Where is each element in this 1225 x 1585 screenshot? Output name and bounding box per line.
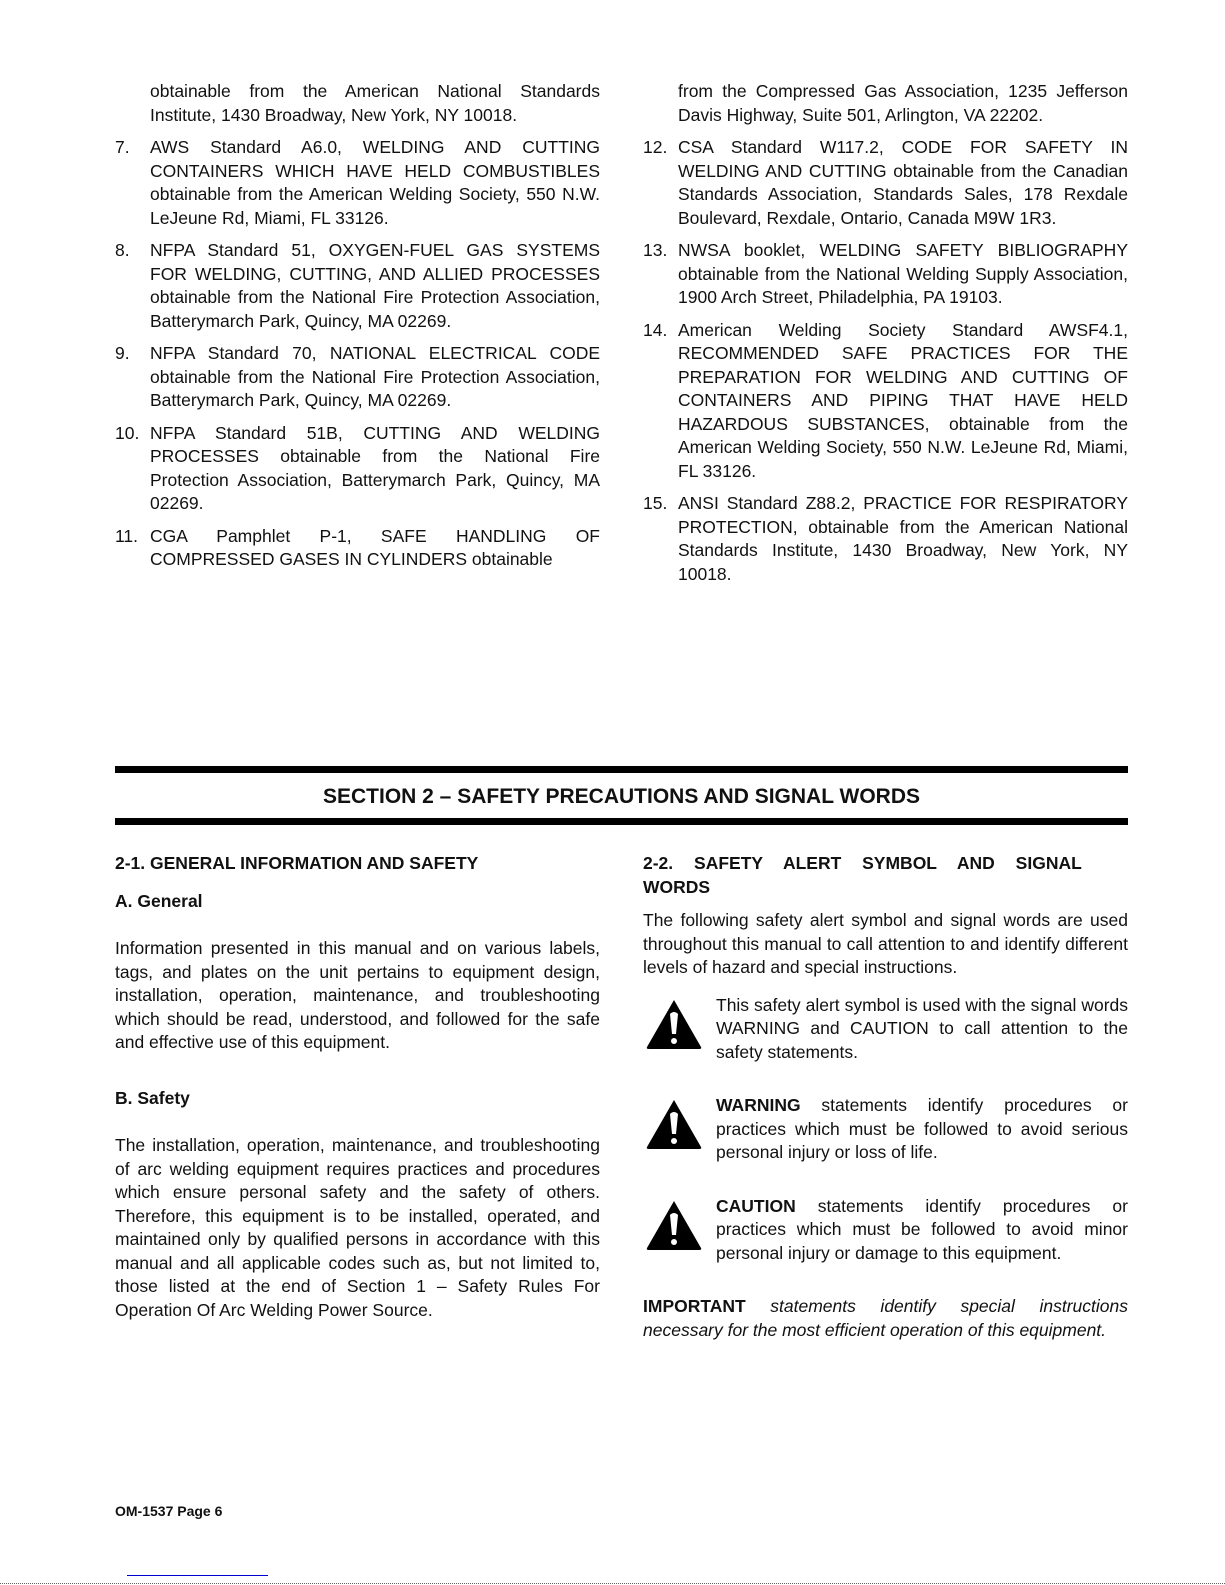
reference-item	[643, 319, 1128, 484]
section-rule-top	[115, 766, 1128, 773]
section-rule-bottom	[115, 818, 1128, 825]
safety-paragraph: The installation, operation, maintenance, and troubleshooting of arc welding equipment requires practices and procedures which ensure personal safety and the safety of others. Therefore, this equipment is to be installed, operated, and maintained only by qualified persons in accordance with this manual and all applicable codes such as, but not limited to, those listed at the end of Section 1 – Safety Rules For Operation Of Arc Welding Power Source.	[115, 1135, 600, 1320]
section-title: SECTION 2 – SAFETY PRECAUTIONS AND SIGNAL WORDS	[322, 785, 920, 808]
heading-safety-alert-symbol: 2-2. SAFETY ALERT SYMBOL AND SIGNAL WORDS	[643, 853, 1082, 897]
reference-item	[115, 136, 600, 230]
caution-note	[643, 1195, 1128, 1266]
caution-word: CAUTION	[716, 1195, 796, 1216]
warning-note	[643, 1094, 1128, 1165]
reference-number: 9.	[115, 343, 130, 363]
reference-text: AWS Standard A6.0, WELDING AND CUTTING CONTAINERS WHICH HAVE HELD COMBUSTIBLES obtainable from the American Welding Society, 550 N.W. LeJeune Rd, Miami, FL 33126.	[150, 137, 600, 228]
warning-word: WARNING	[716, 1095, 801, 1115]
reference-item	[115, 525, 600, 572]
reference-text: CGA Pamphlet P-1, SAFE HANDLING OF COMPRESSED GASES IN CYLINDERS obtainable	[150, 525, 600, 569]
reference-text: NFPA Standard 70, NATIONAL ELECTRICAL CODE obtainable from the National Fire Protection Association, Batterymarch Park, Quincy, MA 02269.	[150, 343, 600, 410]
reference-text: ANSI Standard Z88.2, PRACTICE FOR RESPIRATORY PROTECTION, obtainable from the American National Standards Institute, 1430 Broadway, New York, NY 10018.	[678, 493, 1128, 584]
general-info-column	[115, 852, 600, 1340]
references-left-column	[115, 80, 600, 581]
caution-text: statements identify procedures or practices which must be followed to avoid minor personal injury or damage to this equipment.	[716, 1195, 1128, 1263]
general-paragraph: Information presented in this manual and on various labels, tags, and plates on the unit pertains to equipment design, installation, operation, maintenance, and troubleshooting which should be read, understood, and followed for the safe and effective use of this equipment.	[115, 938, 600, 1052]
important-word: IMPORTANT	[643, 1296, 746, 1316]
reference-text: American Welding Society Standard AWSF4.1, RECOMMENDED SAFE PRACTICES FOR THE PREPARATION FOR WELDING AND CUTTING OF CONTAINERS AND PIPING THAT HAVE HELD HAZARDOUS SUBSTANCES, obtainable from the American Welding Society, 550 N.W. LeJeune Rd, Miami, FL 33126.	[678, 319, 1128, 481]
reference-item	[115, 342, 600, 413]
reference-item	[643, 136, 1128, 230]
signal-words-intro: The following safety alert symbol and signal words are used throughout this manual to call attention to and identify different levels of hazard and special instructions.	[643, 910, 1128, 977]
warning-triangle-icon	[645, 1098, 703, 1150]
reference-text: NFPA Standard 51B, CUTTING AND WELDING PROCESSES obtainable from the National Fire Protection Association, Batterymarch Park, Quincy, MA 02269.	[150, 422, 600, 513]
reference-number: 11.	[115, 525, 139, 546]
link-underline	[127, 1575, 268, 1576]
reference-number: 15.	[643, 493, 668, 513]
alert-symbol-note	[643, 994, 1128, 1065]
reference-number: 7.	[115, 137, 130, 157]
reference-number: 13.	[643, 240, 668, 260]
warning-text: statements identify procedures or practices which must be followed to avoid serious personal injury or loss of life.	[716, 1095, 1128, 1162]
page-edge	[0, 1583, 1225, 1584]
subheading-general: A. General	[115, 890, 203, 911]
important-text: statements identify special instructions necessary for the most efficient operation of this equipment.	[643, 1296, 1128, 1340]
reference-item	[643, 492, 1128, 586]
reference-number: 14.	[643, 319, 668, 340]
reference-continuation: obtainable from the American National Standards Institute, 1430 Broadway, New York, NY 10018.	[150, 81, 600, 125]
reference-item	[115, 239, 600, 333]
references-right-column	[643, 80, 1128, 595]
reference-number: 10.	[115, 422, 140, 443]
subheading-safety: B. Safety	[115, 1087, 190, 1108]
reference-text: CSA Standard W117.2, CODE FOR SAFETY IN WELDING AND CUTTING obtainable from the Canadian Standards Association, Standards Sales, 178 Rexdale Boulevard, Rexdale, Ontario, Canada M9W 1R3.	[678, 137, 1128, 228]
alert-symbol-text: This safety alert symbol is used with the signal words WARNING and CAUTION to call attention to the safety statements.	[716, 994, 1128, 1062]
reference-number: 8.	[115, 240, 130, 260]
heading-general-information: 2-1. GENERAL INFORMATION AND SAFETY	[115, 853, 479, 873]
reference-item	[643, 239, 1128, 310]
reference-continuation: from the Compressed Gas Association, 1235 Jefferson Davis Highway, Suite 501, Arlington, VA 22202.	[678, 81, 1128, 125]
signal-words-column	[643, 852, 1128, 1360]
reference-text: NWSA booklet, WELDING SAFETY BIBLIOGRAPHY obtainable from the National Welding Supply Association, 1900 Arch Street, Philadelphia, PA 19103.	[678, 240, 1128, 307]
reference-item	[115, 422, 600, 516]
safety-alert-triangle-icon	[645, 998, 703, 1050]
reference-number: 12.	[643, 137, 668, 157]
caution-triangle-icon	[645, 1199, 703, 1251]
important-note	[643, 1295, 1128, 1342]
page-footer: OM-1537 Page 6	[115, 1503, 223, 1519]
reference-text: NFPA Standard 51, OXYGEN-FUEL GAS SYSTEMS FOR WELDING, CUTTING, AND ALLIED PROCESSES obtainable from the National Fire Protection Association, Batterymarch Park, Quincy, MA 02269.	[150, 240, 600, 331]
